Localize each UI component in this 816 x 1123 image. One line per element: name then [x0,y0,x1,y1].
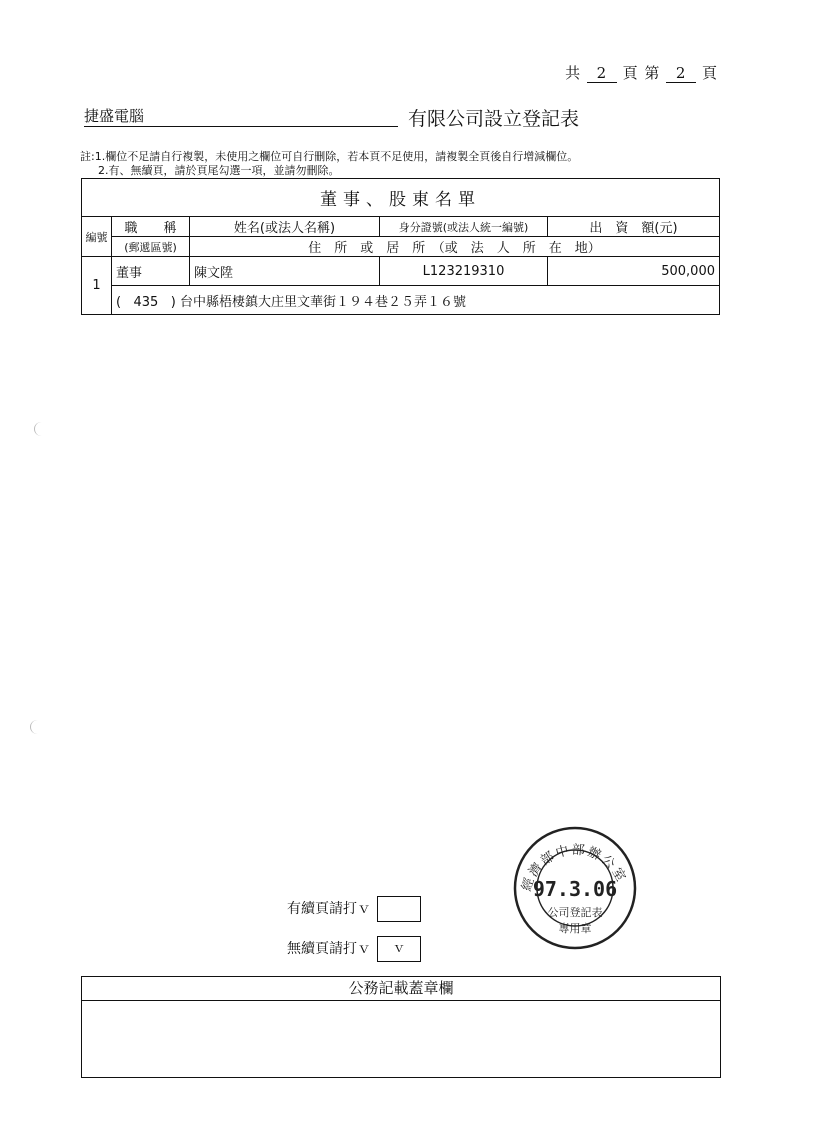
header-name: 姓名(或法人名稱) [190,217,380,237]
page-counter [565,62,718,83]
has-continuation-row [287,896,421,922]
pager-mid: 頁 第 [622,64,661,82]
row-amount: 500,000 [548,257,720,286]
row-id: L123219310 [380,257,548,286]
form-title: 有限公司設立登記表 [408,108,580,130]
scan-smudge [30,720,45,734]
pager-suffix: 頁 [701,64,718,82]
table-row [82,257,720,286]
row-number: 1 [82,257,112,315]
seal-date: 97.3.06 [532,877,618,901]
pager-total: 2 [587,64,617,83]
official-remarks-title: 公務記載蓋章欄 [82,977,720,1001]
pager-current: 2 [666,64,696,83]
note-line-1: 註:1.欄位不足請自行複製，未使用之欄位可自行刪除，若本頁不足使用，請複製全頁後自行增減欄位。 [80,150,579,163]
note-line-2: 2.有、無續頁，請於頁尾勾選一項，並請勿刪除。 [98,164,340,177]
row-name: 陳文陞 [190,257,380,286]
header-address: 住 所 或 居 所 （或 法 人 所 在 地） [190,237,720,257]
no-continuation-label: 無續頁請打ｖ [287,941,371,957]
table-title: 董事、股東名單 [82,179,720,217]
row-title: 董事 [112,257,190,286]
seal-line2: 專用章 [558,922,592,935]
has-continuation-checkbox[interactable] [377,896,421,922]
row-postal: 435 [133,294,159,310]
header-number: 編號 [82,217,112,257]
seal-line1: 公司登記表 [547,906,603,919]
seal-org-text: 經濟部中部辦公室 [519,842,629,894]
pager-prefix: 共 [565,64,582,82]
scan-smudge [34,422,49,436]
header-amount: 出 資 額(元) [548,217,720,237]
header-postal: (郵遞區號) [112,237,190,257]
has-continuation-label: 有續頁請打ｖ [287,901,371,917]
no-continuation-checkbox[interactable]: ｖ [377,936,421,962]
table-row-address [82,286,720,315]
directors-shareholders-table [81,178,720,315]
official-seal-stamp [510,822,640,952]
row-address-cell: ( 435 ) 台中縣梧棲鎮大庄里文華街１９４巷２５弄１６號 [112,286,720,315]
company-name-field: 捷盛電腦 [84,106,398,127]
header-title: 職 稱 [112,217,190,237]
official-remarks-box [81,976,721,1078]
header-id: 身分證號(或法人統一編號) [380,217,548,237]
no-continuation-row [287,936,421,962]
row-address: 台中縣梧棲鎮大庄里文華街１９４巷２５弄１６號 [179,294,466,310]
